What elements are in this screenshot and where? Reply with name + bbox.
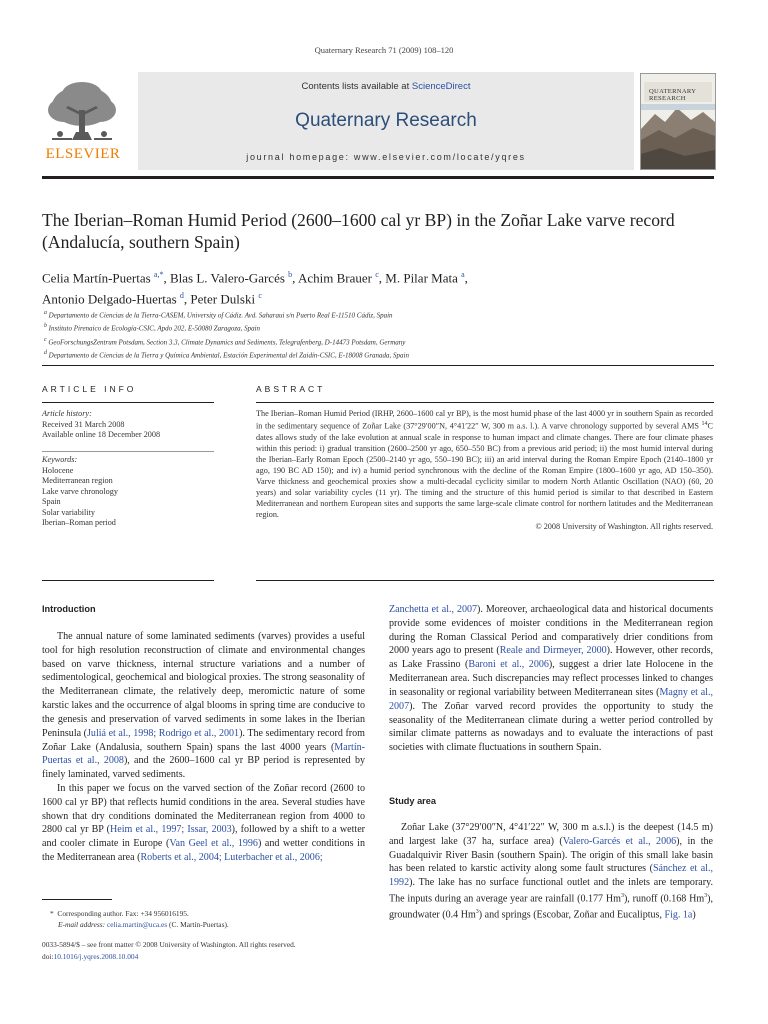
affiliation-text: Departamento de Ciencias de la Tierra-CASEM, University of Cádiz. Avd. Saharaui s/n Puerto Real E-11510 Cádiz, Spain [48,311,393,320]
affiliation [44,308,724,321]
article-history [42,409,214,441]
abstract-rule [256,402,714,403]
abstract-part: C dates allows study of the lake evolution at annual scale in response to human impact and climate changes. There are four climate phases within this period: i) gradual transition (2600–2500 yr ago, 650–550 BC) from a previous arid period; ii) the most humid interval during the Iberian–Early Roman Epoch (2500–2140 yr ago, 550–190 BC); iii) an arid interval during the Roman Empire Epoch (2140–1800 yr ago, 190 BC AD 150); and iv) a humid period synchronous with the decline of the Roman Empire (1800–1600 yr ago, AD 150–350). Varve thickness and geochemical proxies show a multi-decadal cyclicity similar to modern North Atlantic Oscillation (NAO) (60, 20 years) and solar variability cycles (11 yr). The timing and the structure of this humid period is similar to that described in Eastern Mediterranean and northern European sites and supports the same large-scale climate control for northern latitudes and the Mediterranean region. [256,421,713,519]
text-run: ). The lake has no surface functional outlet and the inlets are temporary. The inputs during an average year are rainfall (0.177 Hm [389,877,713,905]
author[interactable]: Achim Brauer [297,270,372,286]
cover-title [649,88,711,103]
text-run: ) [692,909,696,921]
cover-title-line1: QUATERNARY [649,88,697,95]
author-sep: , [378,270,386,286]
journal-title: Quaternary Research [295,110,477,131]
affiliation-sup: b [44,323,47,330]
introduction-heading: Introduction [42,604,96,614]
affiliation [44,335,724,348]
affiliation-sup: c [44,336,47,343]
info-divider [42,451,214,452]
text-run: ). The Zoñar varved record provides the opportunity to study the seasonality of the Mediterranean climate during a wetter period controlled by similar climate patterns as nowadays and to evaluate the interactions of past societies with climate fluctuations in southern Spain. [389,700,713,754]
abstract-rule-bottom [256,580,714,581]
text-run: The annual nature of some laminated sediments (varves) provides a useful tool for high resolution reconstruction of climate and environmental changes based on varve thickness, internal structure variations and a number of sedimentological, geochemical and biological proxies. The strong seasonality of the Mediterranean climate, the relatively deep, meromictic nature of some karstic lakes and the occurrence of algal blooms in spring time are conducive to the genesis and preservation of varved sediments in some lakes in the Iberian Peninsula ( [42,631,365,739]
text-run: ). However, other records, as Lake Frassino ( [389,645,713,671]
abstract-copyright: © 2008 University of Washington. All rights reserved. [535,521,713,531]
text-run: ). Moreover, archaeological data and historical documents provide some evidences of moister conditions in the Mediterranean region during the Roman Classical Period and comparatively drier conditions from 2000 years ago to present ( [389,604,713,657]
figure-link[interactable]: Fig. 1a [664,909,693,921]
author-affil-sup[interactable]: c [375,270,379,279]
info-rule-bottom [42,580,214,581]
superscript: 3 [620,893,624,900]
citation-link[interactable]: Van Geel et al., 1996 [169,838,258,850]
citation-link[interactable]: Zanchetta et al., 2007 [389,604,478,615]
text-run: In this paper we focus on the varved section of the Zoñar record (2600 to 1600 cal yr BP) that reflects humid conditions in the area. Several studies have shown that dry conditions dominated the Mediterranean region from 4000 to 2800 cal yr BP ( [42,782,365,836]
keyword: Iberian–Roman period [42,518,116,527]
superscript: 3 [704,893,708,900]
intro-column [42,630,365,865]
contents-line [138,81,634,92]
doi-link[interactable]: 10.1016/j.yqres.2008.10.004 [53,951,139,961]
study-area-column [389,821,713,922]
affiliation-sup: d [44,349,47,356]
citation-link[interactable]: Roberts et al., 2004; Luterbacher et al., 2006; [140,852,323,863]
superscript: 3 [475,909,479,916]
text-run: ) and springs (Escobar, Zoñar and Eucaliptus, [478,909,665,921]
text-run: ). The sedimentary record from Zoñar Lake (Andalusia, southern Spain) spans the last 4000 years ( [42,727,365,753]
author-list [42,266,722,309]
intro-paragraph [42,630,365,782]
header-rule [42,176,714,179]
text-run: ), groundwater (0.4 Hm [389,893,714,921]
text-run: ), followed by a shift to a wetter and cooler climate in Europe ( [42,824,366,850]
affiliation-sup: a [44,310,47,316]
corresponding-author [42,908,382,919]
email-line [42,919,382,930]
author-affil-sup[interactable]: a [461,270,465,279]
abstract-sup: 14 [701,421,708,427]
online-date: Available online 18 December 2008 [42,430,161,439]
front-matter [42,939,442,962]
author-sep: , [464,270,468,286]
citation-link[interactable]: Martín-Puertas et al., 2008 [42,741,365,767]
corresponding-text: Corresponding author. Fax: +34 956016195. [57,909,189,918]
section-rule-top [42,365,714,366]
article-info-heading: ARTICLE INFO [42,384,137,394]
citation-link[interactable]: Magny et al., 2007 [389,686,713,712]
author-sep: , [183,291,191,307]
study-area-heading: Study area [389,796,436,806]
keyword: Mediterranean region [42,476,113,485]
footnote-rule [42,899,112,900]
paragraph [389,821,713,922]
text-run: ), in the Guadalquivir River Basin (southern Spain). The origin of this small lake basin has been related to karstic activity along some fault structures ( [389,835,713,875]
affiliation-text: Instituto Pirenaico de Ecología-CSIC, Apdo 202, E-50080 Zaragoza, Spain [48,324,261,333]
text-run: ), runoff (0.168 Hm [623,893,705,905]
affiliations [44,308,724,361]
author[interactable]: Celia Martín-Puertas [42,270,151,286]
intro-paragraph [42,782,365,865]
sciencedirect-link[interactable]: ScienceDirect [411,81,471,92]
affiliation [44,348,724,361]
abstract-part: The Iberian–Roman Humid Period (IRHP, 2600–1600 cal yr BP), is the most humid phase of the last 4000 yr in southern Spain as recorded in the sedimentary sequence of Zoñar Lake (37°29′00″N, 4°41′22″ W, 300 m a.s. l.). A varve chronology supported by several AMS [256,409,713,431]
abstract-heading: ABSTRACT [256,384,326,394]
author-sep: , [292,270,298,286]
text-run: ), suggest a drier late Holocene in the Mediterranean area. Such discrepancies may reflect processes linked to changes in seasonality or regional variability between Mediterranean sites ( [389,659,714,698]
email-link[interactable]: celia.martin@uca.es [107,920,168,929]
issn-line: 0033-5894/$ – see front matter © 2008 University of Washington. All rights reserved. [42,940,296,949]
journal-cover-image [640,73,716,170]
right-column [389,603,713,755]
abstract-text [256,408,713,532]
keyword: Spain [42,497,61,506]
affiliation [44,321,724,334]
info-rule [42,402,214,403]
author[interactable]: Antonio Delgado-Huertas [42,291,177,307]
citation-link[interactable]: Heim et al., 1997; Issar, 2003 [110,824,232,836]
citation-link[interactable]: Baroni et al., 2006 [468,659,549,671]
doi-line [42,951,442,963]
author[interactable]: Blas L. Valero-Garcés [169,270,285,286]
text-run: ), and the 2600–1600 cal yr BP period is represented by finely laminated, varved sediments. [42,755,365,781]
email-label: E-mail address: [58,920,106,929]
author[interactable]: M. Pilar Mata [385,270,458,286]
contents-prefix: Contents lists available at [301,81,410,92]
footnote [42,908,382,930]
author[interactable]: Peter Dulski [190,291,256,307]
author-affil-sup[interactable]: c [258,291,262,301]
received-date: Received 31 March 2008 [42,419,125,429]
cover-title-line2: RESEARCH [649,95,686,103]
text-run: ) and wetter conditions in the Mediterranean area ( [42,838,365,863]
doi-label: doi: [42,951,54,961]
citation-link[interactable]: Valero-Garcés et al., 2006 [562,835,677,847]
citation-link[interactable]: Sánchez et al., 1992 [389,863,713,889]
footnote-star: * [50,909,54,918]
text-run: Zoñar Lake (37°29′00″N, 4°41′22″ W, 300 m a.s.l.) is the deepest (14.5 m) and largest lake (37 ha, surface area) ( [389,822,713,847]
article-title: The Iberian–Roman Humid Period (2600–1600 cal yr BP) in the Zoñar Lake varve record (Andalucía, southern Spain) [42,210,675,252]
keywords-block [42,455,214,529]
email-suffix: (C. Martín-Puertas). [169,920,229,929]
keyword: Holocene [42,465,74,475]
history-label: Article history: [42,409,92,418]
keyword: Lake varve chronology [42,486,118,496]
author-affil-sup[interactable]: d [179,291,184,301]
author-affil-sup[interactable]: b [288,270,293,279]
journal-homepage[interactable]: journal homepage: www.elsevier.com/locate/yqres [246,152,526,162]
paragraph [389,603,713,755]
journal-reference: Quaternary Research 71 (2009) 108–120 [314,45,454,55]
publisher-name: ELSEVIER [45,146,121,162]
keywords-label: Keywords: [42,455,78,464]
author-sep: , [163,270,170,286]
author-affil-sup[interactable]: a,* [153,270,164,279]
affiliation-text: GeoForschungsZentrum Potsdam, Section 3.3, Climate Dynamics and Sediments, Telegrafenberg, D-14473 Potsdam, Germany [48,337,406,346]
citation-link[interactable]: Reale and Dirmeyer, 2000 [499,645,607,657]
affiliation-text: Departamento de Ciencias de la Tierra y Química Ambiental, Estación Experimental del Zaidín-CSIC, E-18008 Granada, Spain [48,351,410,360]
keyword: Solar variability [42,507,95,517]
citation-link[interactable]: Juliá et al., 1998; Rodrigo et al., 2001 [87,727,240,739]
